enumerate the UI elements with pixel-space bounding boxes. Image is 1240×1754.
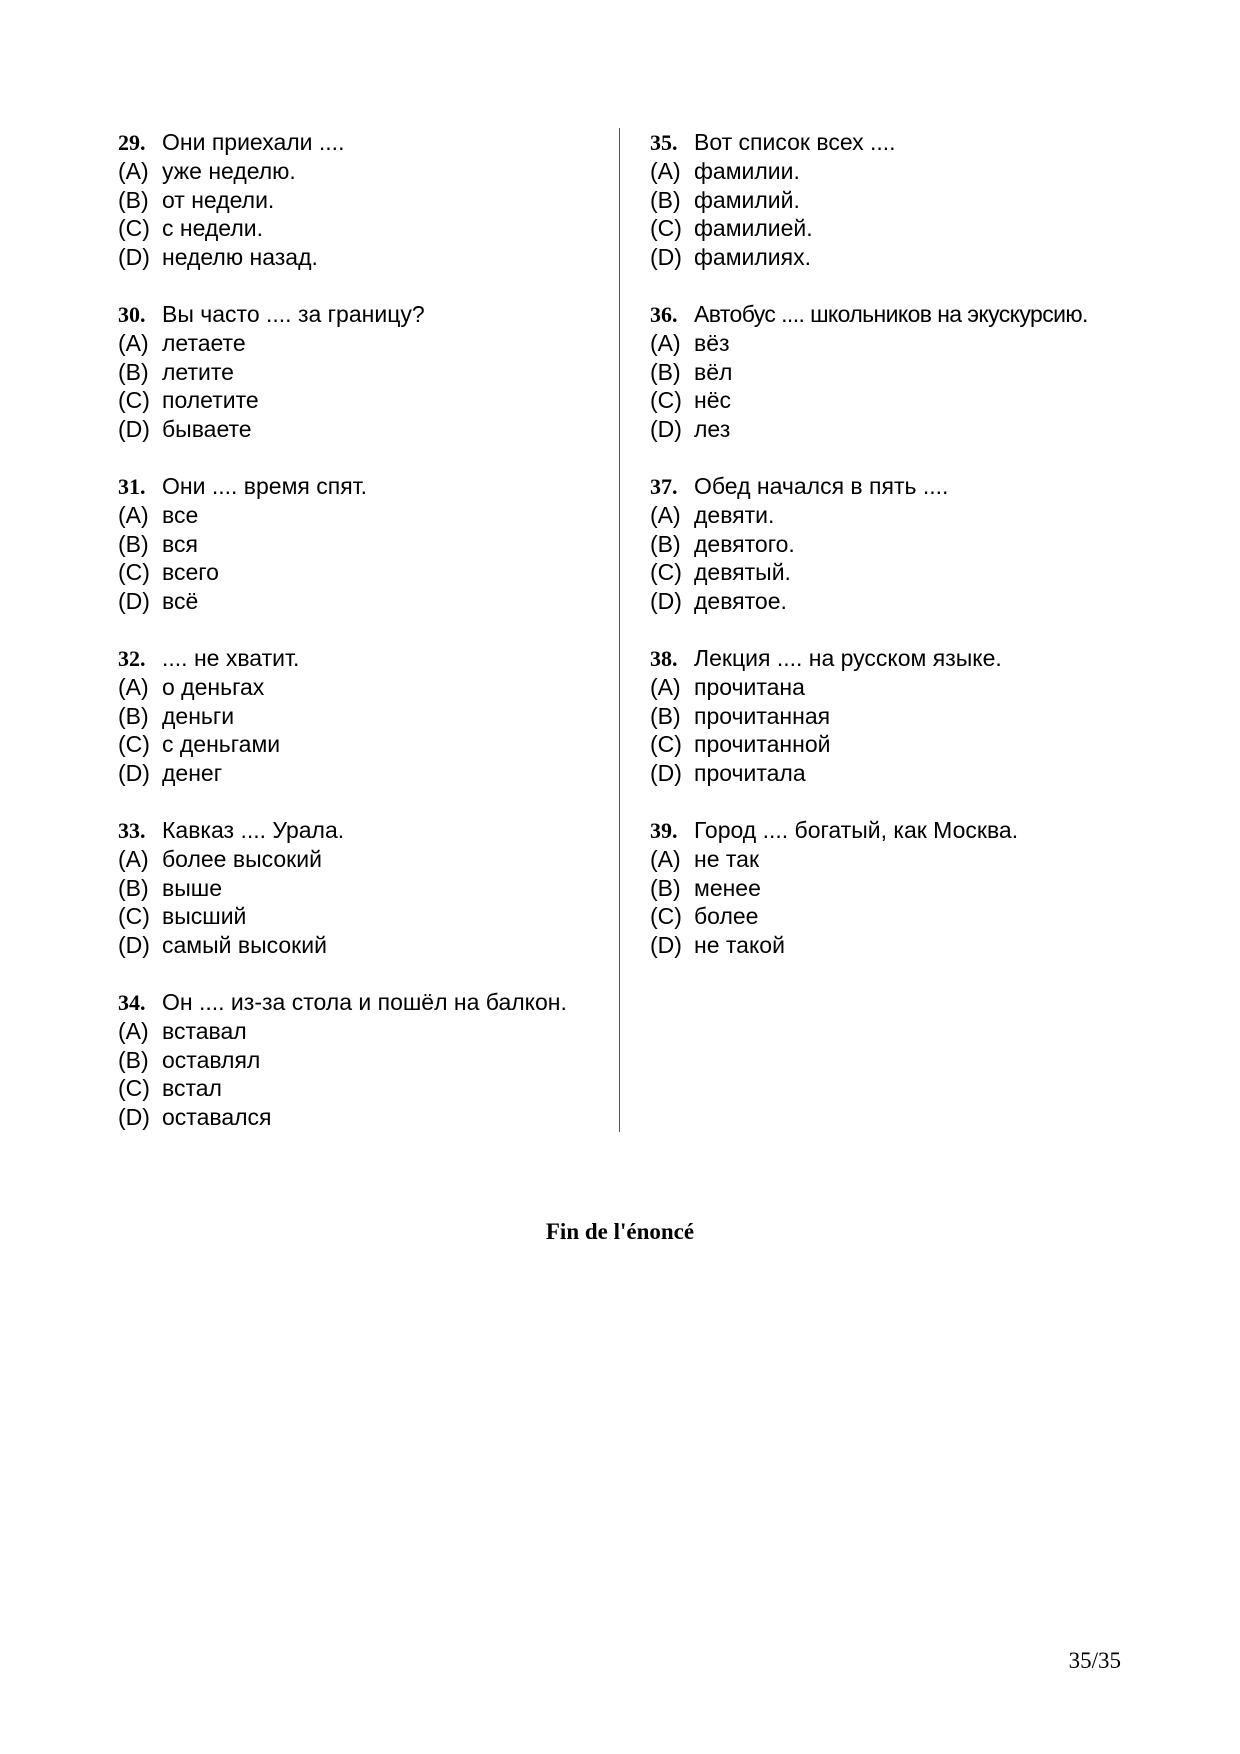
option-c: (C) всего	[118, 559, 219, 586]
question-33	[118, 816, 618, 960]
option-b: (B) оставлял	[118, 1046, 261, 1073]
option-d: (D) неделю назад.	[118, 244, 318, 271]
option-a: (A) уже неделю.	[118, 157, 296, 184]
option-b: (B) менее	[650, 874, 761, 901]
option-c: (C) более	[650, 903, 759, 930]
question-36	[650, 300, 1170, 444]
question-39	[650, 816, 1170, 960]
option-d: (D) всё	[118, 588, 199, 615]
question-prompt: Они .... время спят.	[162, 472, 368, 499]
option-a: (A) о деньгах	[118, 673, 265, 700]
column-divider	[619, 128, 620, 1132]
option-a: (A) девяти.	[650, 501, 775, 528]
option-b: (B) выше	[118, 874, 222, 901]
question-prompt: Они приехали ....	[162, 129, 345, 155]
question-prompt: Обед начался в пять ....	[694, 472, 949, 499]
question-number: 34.	[118, 989, 146, 1015]
option-a: (A) все	[118, 501, 199, 528]
option-a: (A) летаете	[118, 329, 246, 356]
question-prompt: Лекция .... на русском языке.	[694, 644, 1002, 671]
left-column	[118, 128, 618, 1160]
option-c: (C) девятый.	[650, 559, 791, 586]
question-number: 38.	[650, 645, 678, 671]
option-a: (A) вставал	[118, 1017, 247, 1044]
option-c: (C) встал	[118, 1075, 222, 1102]
option-d: (D) лез	[650, 416, 731, 443]
option-c: (C) с недели.	[118, 215, 263, 242]
option-b: (B) фамилий.	[650, 186, 800, 213]
question-number: 39.	[650, 817, 678, 843]
question-number: 35.	[650, 130, 678, 155]
question-number: 31.	[118, 473, 146, 499]
page-number: 35/35	[1068, 1648, 1121, 1673]
option-d: (D) девятое.	[650, 588, 787, 615]
option-a: (A) не так	[650, 845, 760, 872]
option-b: (B) прочитанная	[650, 702, 831, 729]
question-prompt: Автобус .... школьников на экускурсию.	[694, 300, 1088, 327]
right-column	[650, 128, 1170, 988]
option-c: (C) фамилией.	[650, 215, 813, 242]
question-number: 32.	[118, 645, 146, 671]
option-d: (D) фамилиях.	[650, 244, 811, 271]
option-b: (B) вёл	[650, 358, 733, 385]
option-d: (D) самый высокий	[118, 932, 327, 959]
option-b: (B) вся	[118, 530, 198, 557]
question-number: 36.	[650, 301, 678, 327]
question-prompt: Город .... богатый, как Москва.	[694, 816, 1019, 843]
option-c: (C) полетите	[118, 387, 259, 414]
question-number: 33.	[118, 817, 146, 843]
option-c: (C) нёс	[650, 387, 731, 414]
option-a: (A) вёз	[650, 329, 730, 356]
option-d: (D) не такой	[650, 932, 785, 959]
question-prompt: Вы часто .... за границу?	[162, 300, 425, 327]
option-c: (C) прочитанной	[650, 731, 831, 758]
question-31	[118, 472, 618, 616]
end-of-statement: Fin de l'énoncé	[545, 1219, 695, 1244]
option-c: (C) с деньгами	[118, 731, 281, 758]
option-b: (B) от недели.	[118, 186, 275, 213]
question-prompt: Кавказ .... Урала.	[162, 816, 345, 843]
option-d: (D) оставался	[118, 1104, 272, 1131]
option-c: (C) высший	[118, 903, 247, 930]
question-35	[650, 128, 1170, 272]
question-prompt: .... не хватит.	[162, 644, 300, 671]
question-38	[650, 644, 1170, 788]
question-37	[650, 472, 1170, 616]
question-29	[118, 128, 618, 272]
option-a: (A) прочитана	[650, 673, 805, 700]
question-number: 37.	[650, 473, 678, 499]
option-d: (D) прочитала	[650, 760, 806, 787]
question-32	[118, 644, 618, 788]
option-b: (B) летите	[118, 358, 234, 385]
question-30	[118, 300, 618, 444]
option-d: (D) денег	[118, 760, 223, 787]
question-number: 29.	[118, 130, 146, 155]
option-d: (D) бываете	[118, 416, 252, 443]
option-a: (A) фамилии.	[650, 157, 800, 184]
question-34	[118, 988, 618, 1132]
option-b: (B) деньги	[118, 702, 235, 729]
option-b: (B) девятого.	[650, 530, 795, 557]
question-number: 30.	[118, 301, 146, 327]
question-prompt: Он .... из-за стола и пошёл на балкон.	[162, 988, 567, 1015]
option-a: (A) более высокий	[118, 845, 322, 872]
question-prompt: Вот список всех ....	[694, 129, 896, 155]
